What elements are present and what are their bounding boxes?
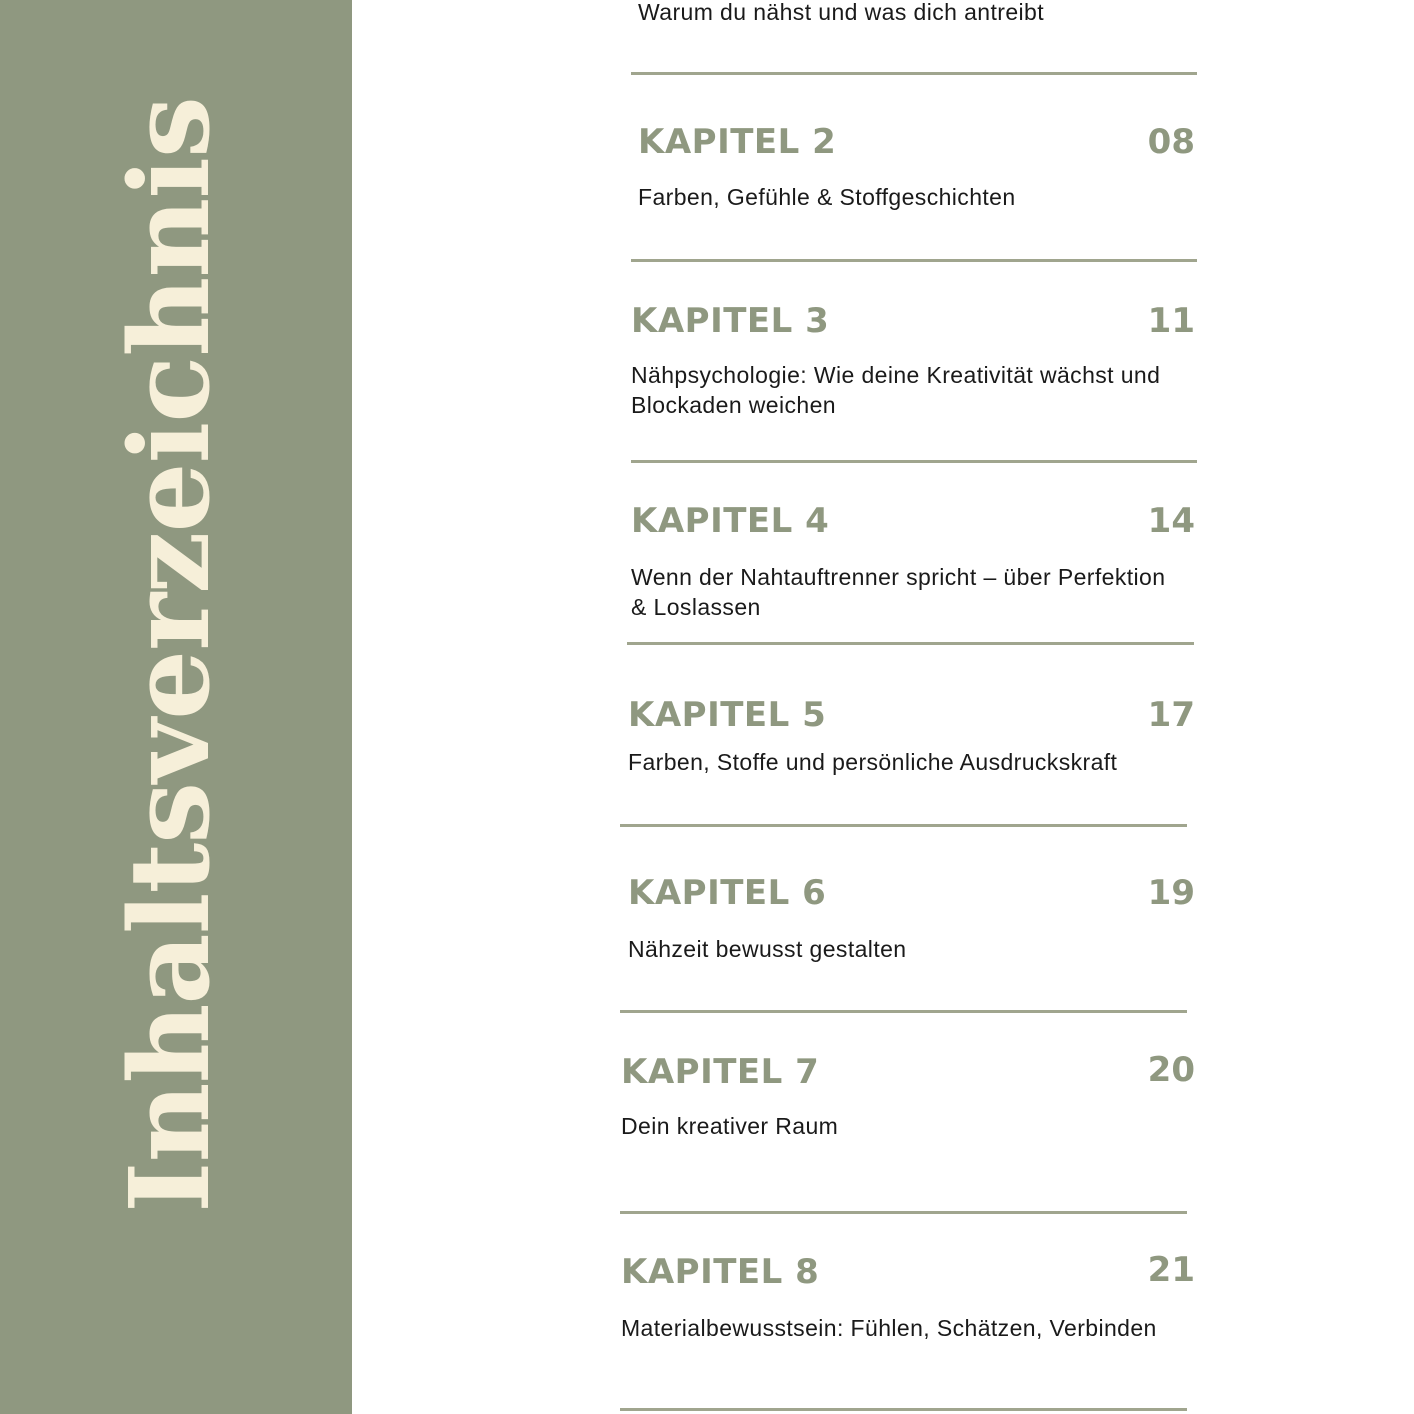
divider-4 — [627, 642, 1194, 645]
chapter-7-heading: KAPITEL 7 — [621, 1052, 820, 1092]
chapter-2-heading: KAPITEL 2 — [638, 122, 837, 162]
chapter-5-page-number: 17 — [1147, 695, 1195, 735]
divider-2 — [631, 259, 1197, 262]
chapter-1-description: Warum du nähst und was dich antreibt — [638, 0, 1045, 25]
divider-5 — [620, 824, 1187, 827]
chapter-7-page-number: 20 — [1147, 1050, 1195, 1090]
chapter-3-page-number: 11 — [1147, 301, 1195, 341]
chapter-4-heading: KAPITEL 4 — [631, 501, 830, 541]
chapter-6-page-number: 19 — [1147, 873, 1195, 913]
chapter-8-description: Materialbewusstsein: Fühlen, Schätzen, Verbinden — [621, 1315, 1157, 1341]
chapter-6-description: Nähzeit bewusst gestalten — [628, 936, 907, 962]
chapter-4-description: Wenn der Nahtauftrenner spricht – über Perfektion & Loslassen — [631, 564, 1166, 620]
divider-3 — [631, 460, 1197, 463]
chapter-8-page-number: 21 — [1147, 1250, 1195, 1290]
chapter-5-description: Farben, Stoffe und persönliche Ausdruckskraft — [628, 749, 1118, 775]
divider-8 — [620, 1408, 1187, 1411]
divider-7 — [620, 1211, 1187, 1214]
chapter-8-heading: KAPITEL 8 — [621, 1252, 820, 1292]
chapter-7-description: Dein kreativer Raum — [621, 1113, 839, 1139]
divider-6 — [620, 1010, 1187, 1013]
chapter-3-heading: KAPITEL 3 — [631, 301, 830, 341]
chapter-3-description: Nähpsychologie: Wie deine Kreativität wächst und Blockaden weichen — [631, 362, 1161, 418]
chapter-5-heading: KAPITEL 5 — [628, 695, 827, 735]
chapter-2-page-number: 08 — [1147, 122, 1195, 162]
sidebar-title: Inhaltsverzeichnis — [105, 97, 234, 1213]
sidebar — [0, 0, 352, 1414]
chapter-2-description: Farben, Gefühle & Stoffgeschichten — [638, 184, 1016, 210]
chapter-4-page-number: 14 — [1147, 501, 1195, 541]
divider-1 — [631, 72, 1197, 75]
chapter-6-heading: KAPITEL 6 — [628, 873, 827, 913]
